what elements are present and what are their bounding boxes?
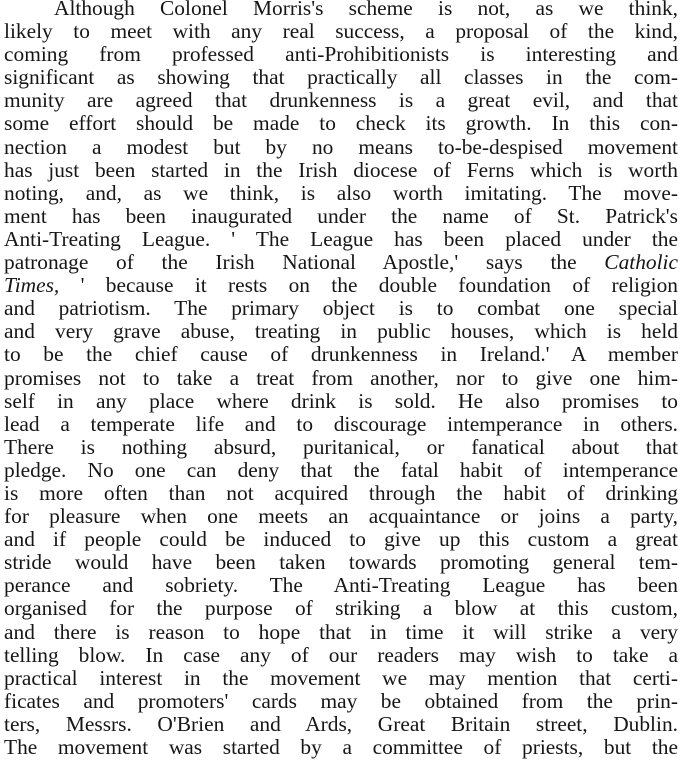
text-line: and patriotism. The primary object is to combat one special	[4, 296, 678, 321]
text-line: coming from professed anti-Prohibitionists is interesting and	[4, 42, 678, 67]
article-text-column	[4, 0, 678, 759]
text-line: Anti-Treating League. ' The League has been placed under the	[4, 226, 678, 251]
text-line: Although Colonel Morris's scheme is not, as we think,	[54, 0, 678, 20]
text-line: ficates and promoters' cards may be obtained from the prin-	[4, 688, 678, 713]
text-line: ment has been inaugurated under the name of St. Patrick's	[4, 203, 678, 228]
text-line: self in any place where drink is sold. He also promises to	[4, 388, 678, 413]
text-line: telling blow. In case any of our readers may wish to take a	[4, 642, 678, 667]
text-line: lead a temperate life and to discourage intemperance in others.	[4, 411, 678, 436]
text-line: stride would have been taken towards promoting general tem-	[4, 550, 678, 575]
text-line: noting, and, as we think, is also worth imitating. The move-	[4, 180, 678, 205]
text-run: patronage of the Irish National Apostle,' says the	[4, 250, 577, 275]
text-line: promises not to take a treat from another, nor to give one him-	[4, 365, 678, 390]
text-line: pledge. No one can deny that the fatal habit of intemperance	[4, 457, 678, 482]
text-line: some effort should be made to check its growth. In this con-	[4, 111, 678, 136]
text-line-mixed	[4, 251, 678, 274]
text-run: ' because it rests on the double foundation of religion	[80, 273, 678, 298]
text-line: is more often than not acquired through the habit of drinking	[4, 480, 678, 505]
text-line: for pleasure when one meets an acquaintance or joins a party,	[4, 504, 678, 529]
text-line: nection a modest but by no means to-be-despised movement	[4, 134, 678, 159]
text-line-mixed	[4, 274, 678, 297]
text-line: and if people could be induced to give up this custom a great	[4, 527, 678, 552]
text-line: has just been started in the Irish diocese of Ferns which is worth	[4, 157, 678, 182]
text-line: There is nothing absurd, puritanical, or fanatical about that	[4, 434, 678, 459]
publication-title-italic: Times,	[4, 273, 60, 298]
text-line: to be the chief cause of drunkenness in Ireland.' A member	[4, 342, 678, 367]
text-line: practical interest in the movement we may mention that certi-	[4, 665, 678, 690]
text-line: likely to meet with any real success, a proposal of the kind,	[4, 19, 678, 44]
text-line: The movement was started by a committee of priests, but the	[4, 735, 678, 759]
text-line: significant as showing that practically all classes in the com-	[4, 65, 678, 90]
text-line: and there is reason to hope that in time it will strike a very	[4, 619, 678, 644]
publication-title-italic: Catholic	[604, 250, 678, 275]
text-line: perance and sobriety. The Anti-Treating League has been	[4, 573, 678, 598]
text-line: and very grave abuse, treating in public houses, which is held	[4, 319, 678, 344]
text-line: munity are agreed that drunkenness is a great evil, and that	[4, 88, 678, 113]
text-line: ters, Messrs. O'Brien and Ards, Great Britain street, Dublin.	[4, 711, 678, 736]
text-line: organised for the purpose of striking a blow at this custom,	[4, 596, 678, 621]
